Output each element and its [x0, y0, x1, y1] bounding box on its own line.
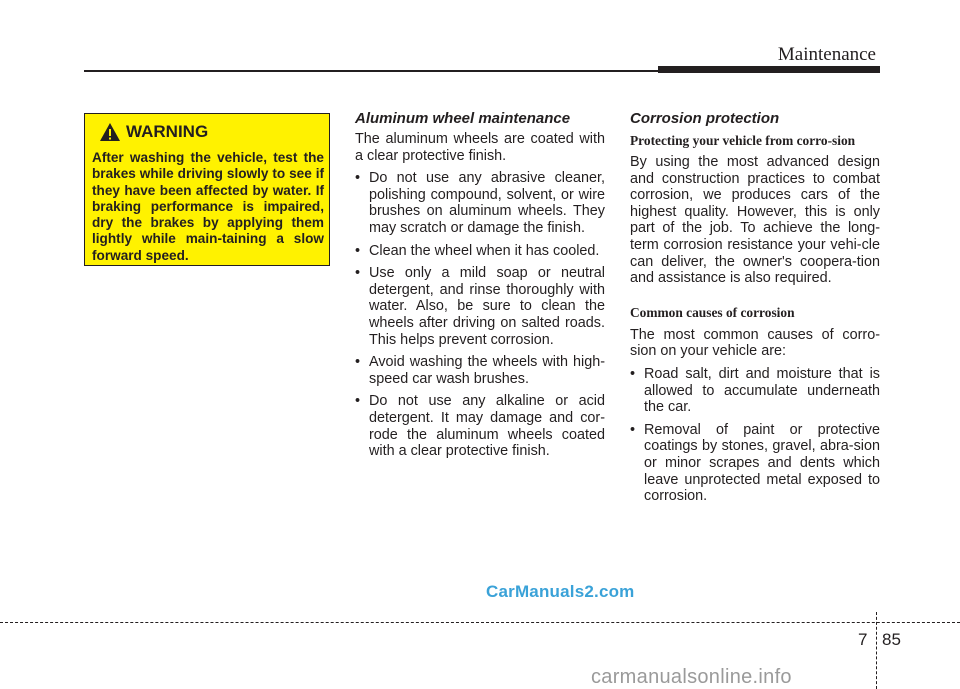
footer-divider	[0, 622, 960, 623]
warning-box	[84, 113, 330, 266]
corrosion-causes-heading: Common causes of corrosion	[630, 304, 795, 320]
page-number-divider	[876, 612, 877, 689]
list-item: • Avoid washing the wheels with high-speed car wash brushes.	[355, 354, 605, 387]
warning-header	[99, 122, 208, 142]
aluminum-title: Aluminum wheel maintenance	[355, 110, 571, 127]
warning-title: WARNING	[126, 122, 209, 141]
list-item: • Do not use any alkaline or acid detergent. It may damage and cor-rode the aluminum wheels coated with a clear protective finish.	[355, 393, 605, 460]
header-rule-accent	[658, 66, 880, 73]
list-item: • Clean the wheel when it has cooled.	[355, 242, 600, 259]
corrosion-title: Corrosion protection	[630, 110, 780, 127]
aluminum-bullet-list	[355, 170, 605, 460]
footer-watermark: carmanualsonline.info	[591, 666, 792, 688]
aluminum-section	[355, 110, 605, 466]
corrosion-subheading: Protecting your vehicle from corro-sion	[630, 133, 856, 148]
warning-text: After washing the vehicle, test the brakes while driving slowly to see if they have been affected by water. If braking performance is impaired, dry the brakes by applying them lightly while main-taining a slow forward speed.	[92, 150, 324, 263]
list-item: • Do not use any abrasive cleaner, polishing compound, solvent, or wire brushes on aluminum wheels. They may scratch or damage the finish.	[355, 170, 605, 236]
corrosion-causes-intro: The most common causes of corro-sion on your vehicle are:	[630, 326, 880, 360]
watermark-link[interactable]: CarManuals2.com	[486, 582, 635, 601]
corrosion-section	[630, 110, 880, 511]
corrosion-paragraph: By using the most advanced design and construction practices to combat corrosion, we produces cars of the highest quality. However, this is only part of the job. To achieve the long-term corrosion resistance your vehi-cle can deliver, the owner's coopera-tion and assistance is also required.	[630, 154, 880, 287]
page-number: 85	[882, 630, 901, 649]
list-item: • Use only a mild soap or neutral detergent, and rinse thoroughly with water. Also, be sure to clean the wheels after driving on salted roads. This helps prevent corrosion.	[355, 265, 605, 348]
aluminum-intro: The aluminum wheels are coated with a clear protective finish.	[355, 131, 605, 164]
warning-triangle-icon	[99, 122, 121, 142]
list-item: • Removal of paint or protective coatings by stones, gravel, abra-sion or minor scrapes and dents which leave unprotected metal exposed to corrosion.	[630, 421, 880, 505]
chapter-number: 7	[858, 630, 868, 649]
list-item: • Road salt, dirt and moisture that is allowed to accumulate underneath the car.	[630, 365, 880, 416]
corrosion-bullet-list	[630, 366, 880, 505]
page-header-title: Maintenance	[777, 44, 876, 65]
